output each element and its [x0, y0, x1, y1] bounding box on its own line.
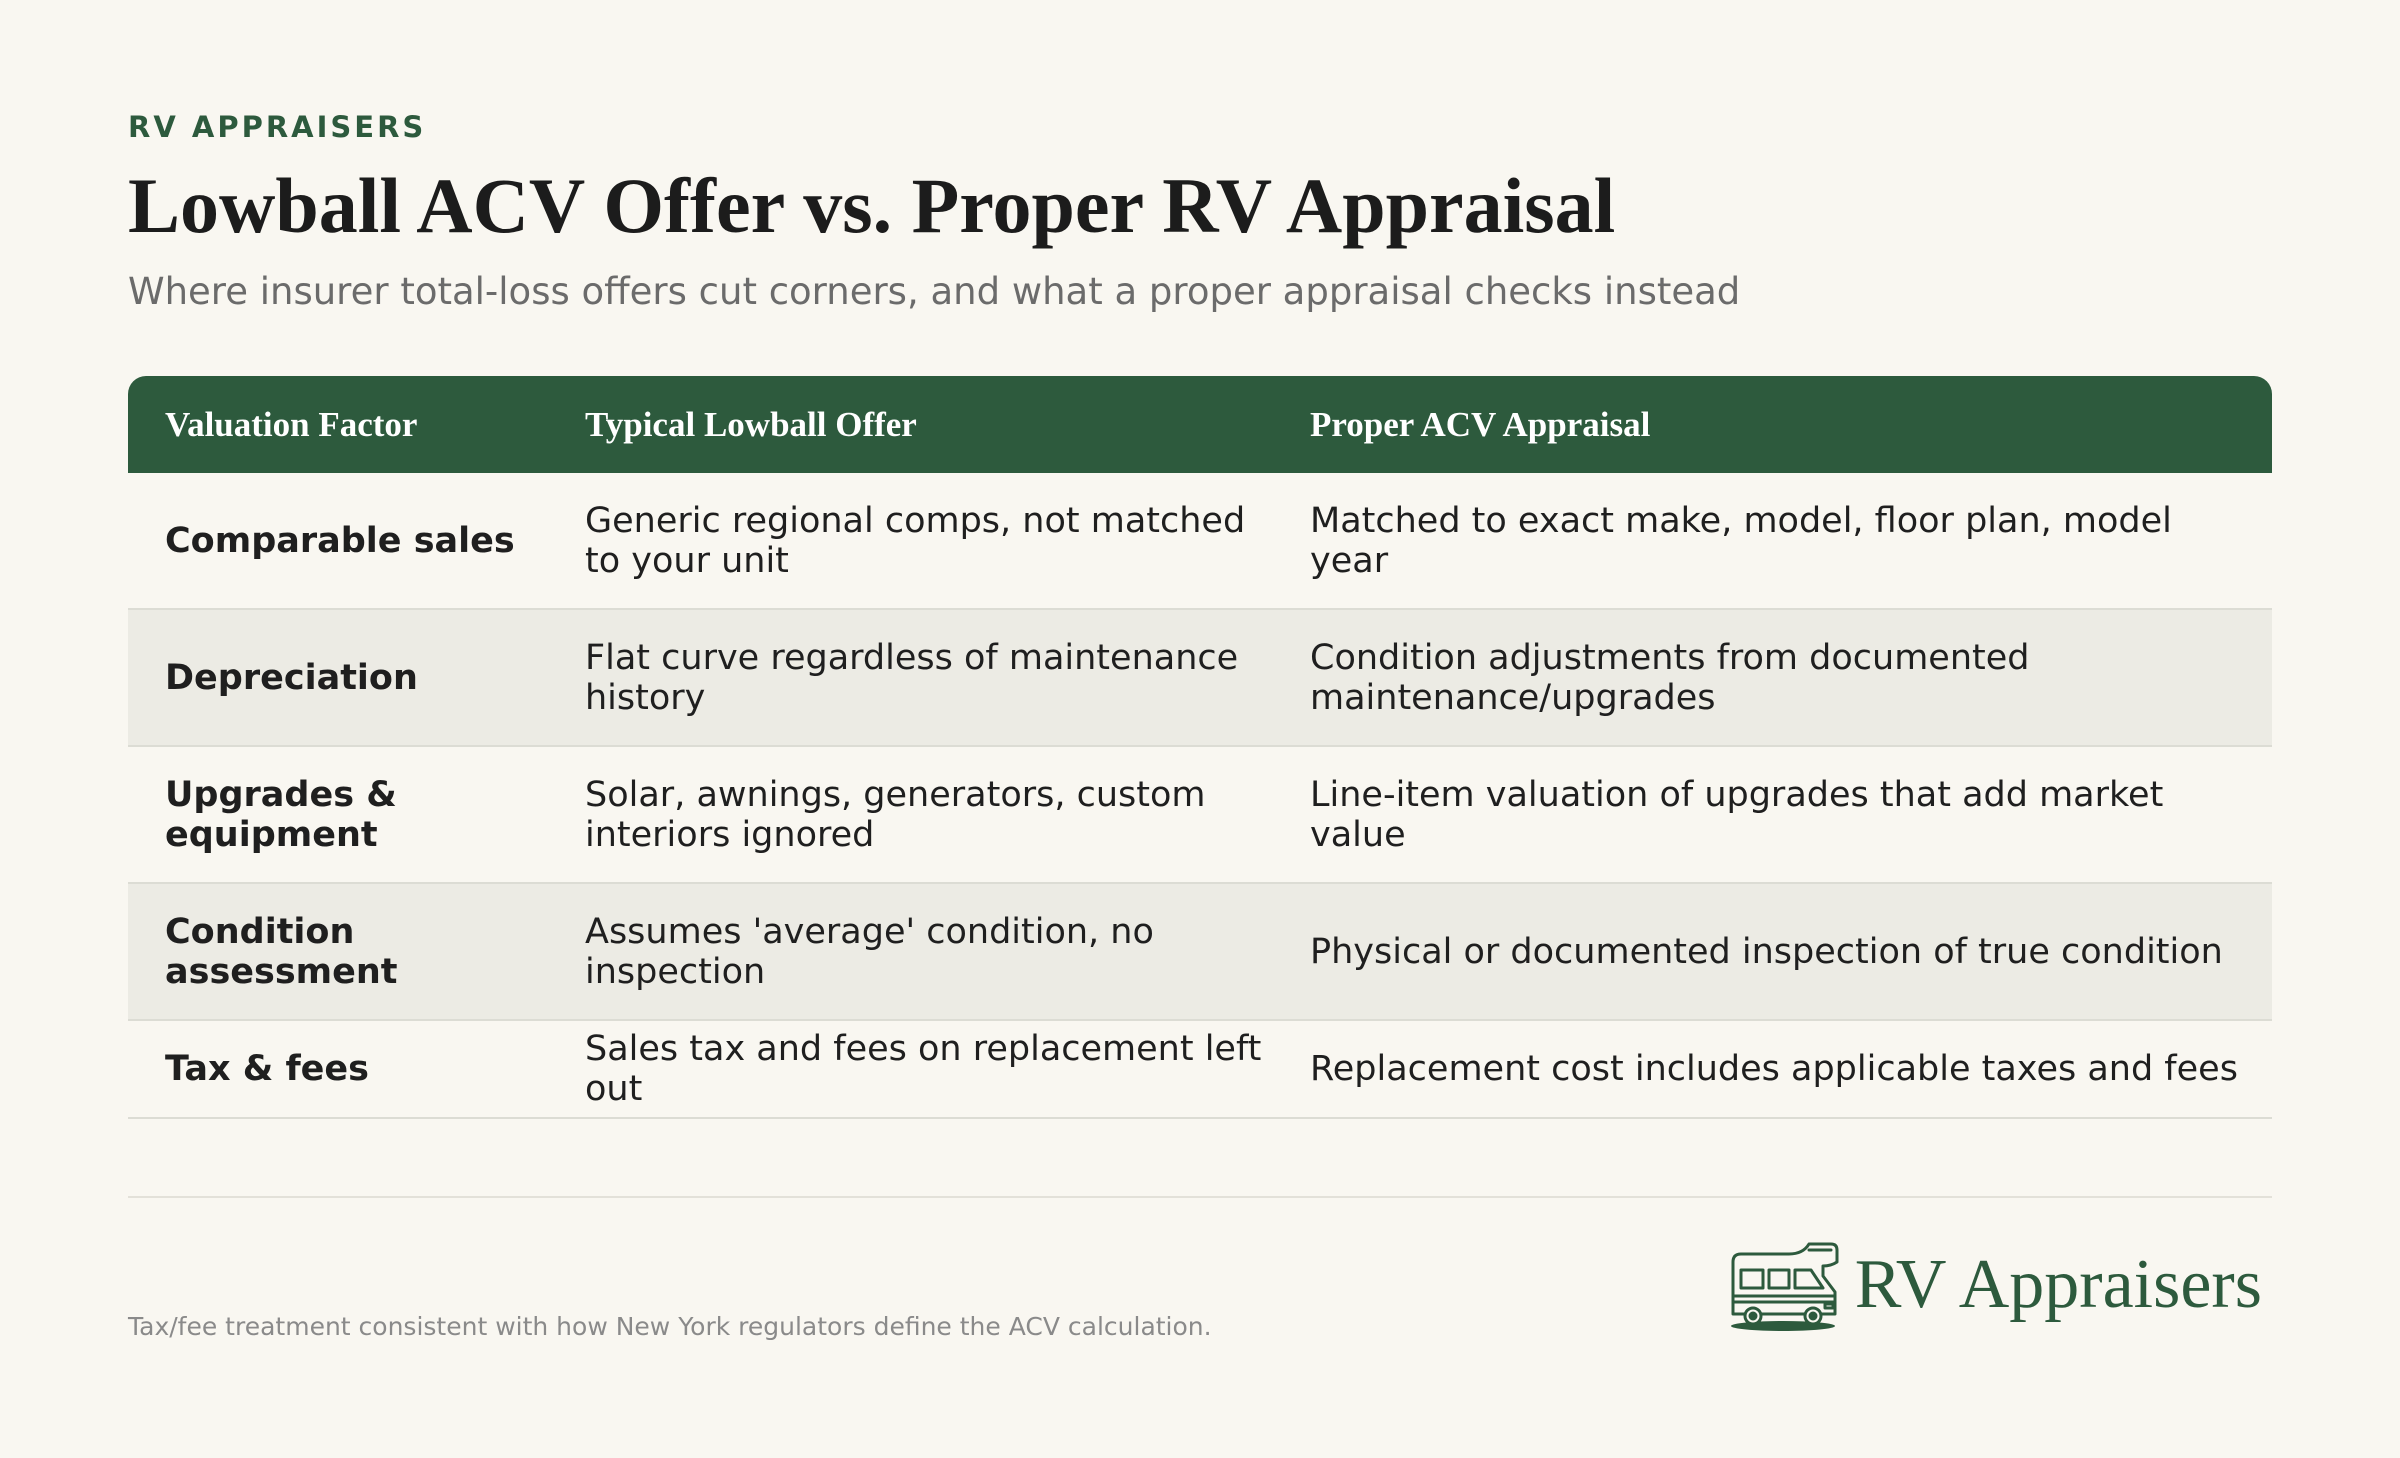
- footnote: Tax/fee treatment consistent with how New York regulators define the ACV calculation.: [128, 1312, 1212, 1341]
- page-title: Lowball ACV Offer vs. Proper RV Appraisal: [128, 162, 1616, 249]
- comparison-table: [128, 376, 2272, 1119]
- rv-camper-icon: [1727, 1236, 1839, 1334]
- eyebrow-label: RV APPRAISERS: [128, 110, 427, 144]
- row-proper: Condition adjustments from documented maintenance/upgrades: [1310, 637, 2030, 718]
- footer-divider: [128, 1196, 2272, 1198]
- row-proper: Replacement cost includes applicable taxes and fees: [1310, 1049, 2238, 1089]
- table-row: [128, 473, 2272, 610]
- row-factor: Upgrades & equipment: [165, 774, 397, 855]
- brand-logo: [1727, 1236, 2262, 1334]
- row-factor: Tax & fees: [165, 1049, 369, 1089]
- logo-text: RV Appraisers: [1854, 1246, 2262, 1323]
- column-header-proper: Proper ACV Appraisal: [1310, 404, 1651, 444]
- page-subtitle: Where insurer total-loss offers cut corners, and what a proper appraisal checks instead: [128, 270, 1741, 313]
- row-proper: Line-item valuation of upgrades that add market value: [1310, 774, 2164, 855]
- row-lowball: Sales tax and fees on replacement left out: [585, 1029, 1262, 1109]
- column-header-factor: Valuation Factor: [165, 404, 418, 444]
- row-lowball: Assumes 'average' condition, no inspection: [585, 911, 1154, 992]
- table-header: [128, 376, 2272, 473]
- row-proper: Matched to exact make, model, floor plan, model year: [1310, 500, 2172, 581]
- row-lowball: Solar, awnings, generators, custom interiors ignored: [585, 774, 1206, 855]
- table-row: [128, 884, 2272, 1021]
- page: [128, 0, 2272, 1458]
- row-factor: Depreciation: [165, 657, 418, 698]
- table-row: [128, 610, 2272, 747]
- row-lowball: Generic regional comps, not matched to your unit: [585, 500, 1246, 581]
- row-factor: Condition assessment: [165, 911, 398, 992]
- column-header-lowball: Typical Lowball Offer: [585, 404, 917, 444]
- row-proper: Physical or documented inspection of true condition: [1310, 931, 2223, 972]
- table-row: [128, 1021, 2272, 1119]
- row-factor: Comparable sales: [165, 520, 515, 561]
- row-lowball: Flat curve regardless of maintenance history: [585, 637, 1239, 718]
- table-row: [128, 747, 2272, 884]
